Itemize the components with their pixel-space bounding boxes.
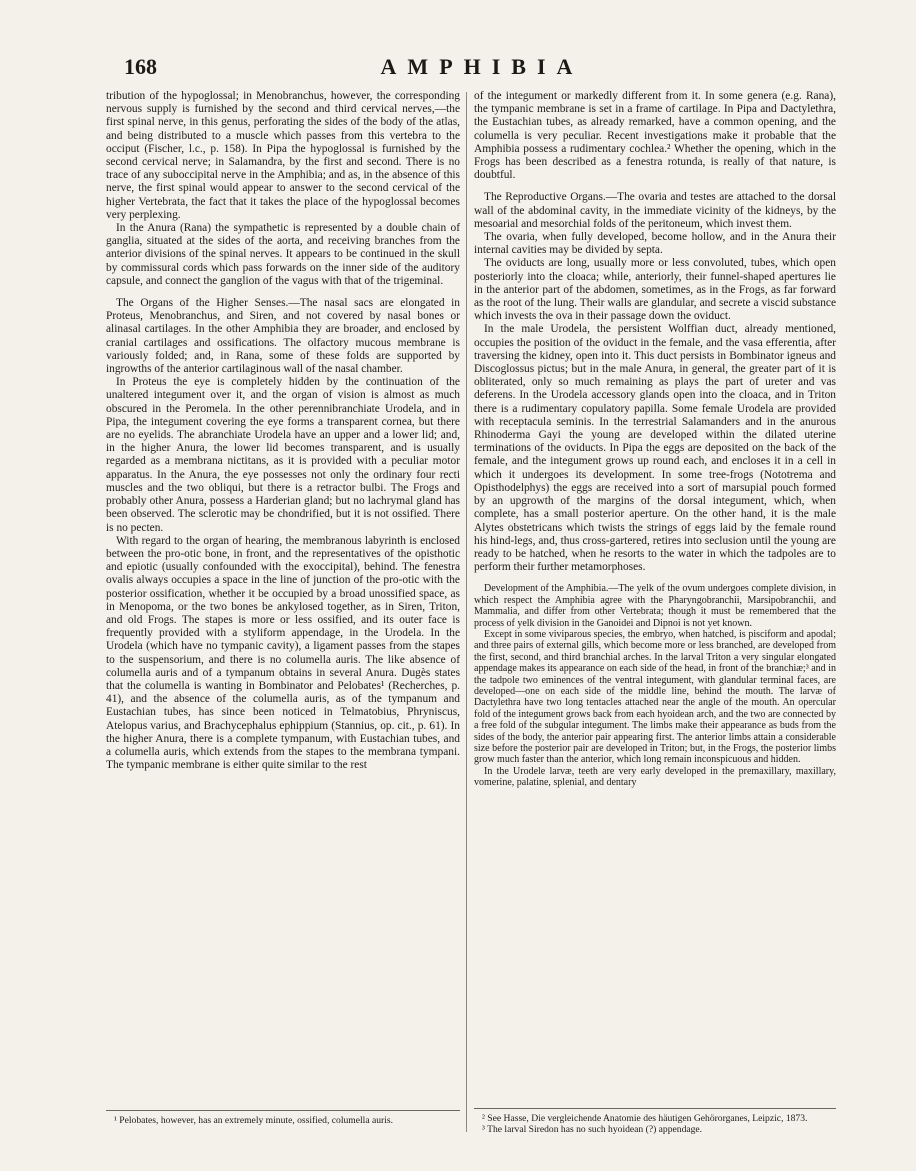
footnote-rule <box>474 1108 836 1109</box>
footnote: ³ The larval Siredon has no such hyoidean (?) appendage. <box>482 1124 703 1135</box>
section-paragraph-higher-senses: The Organs of the Higher Senses.—The nasal sacs are elongated in Proteus, Menobranchus, and Siren, and not covered by nasal bones or alinasal cartilages. In the other Amphibia they are broader, and enclosed by cranial cartilages and ossifications. The olfactory mucous membrane is variously folded; and, in Rana, some of these folds are supported by ingrowths of the anterior cartilaginous wall of the nasal chamber. <box>106 297 460 376</box>
paragraph-small: Except in some viviparous species, the embryo, when hatched, is pisciform and apodal; and three pairs of external gills, which become more or less branched, are developed from the first, second, and third branchial arches. In the larval Triton a very singular elongated appendage makes its appearance on each side of the head, in front of the branchiæ;³ and in the tadpole two eminences of the ventral integument, with glandular terminal faces, are developed—one on each side of the middle line, behind the mouth. The larvæ of Dactylethra have two long tentacles attached near the angle of the mouth. An opercular fold of the integument grows back from each hyoidean arch, and the two are connected by a free fold of the subgular integument. The limbs make their appearance as buds from the sides of the body, the anterior pair appearing first. The anterior limbs attain a considerable size before the posterior pair are developed in Triton; but, in the Frogs, the posterior limbs grow much faster than the anterior, which long remain inconspicuous and hidden. <box>474 628 836 766</box>
right-column <box>474 90 836 789</box>
footnote: ² See Hasse, Die vergleichende Anatomie des häutigen Gehörorganes, Leipzic, 1873. <box>482 1113 808 1124</box>
left-footnote-area <box>106 1104 460 1126</box>
section-paragraph-reproductive-organs: The Reproductive Organs.—The ovaria and testes are attached to the dorsal wall of the abdominal cavity, in the immediate vicinity of the kidneys, by the mesoarial and mesorchial folds of the peritoneum, which invest them. <box>474 191 836 230</box>
column-divider <box>466 92 467 1132</box>
right-footnote-area <box>474 1102 836 1135</box>
footnote: ¹ Pelobates, however, has an extremely minute, ossified, columella auris. <box>114 1115 394 1126</box>
paragraph: In the male Urodela, the persistent Wolffian duct, already mentioned, occupies the position of the oviduct in the female, and the vasa efferentia, after traversing the kidney, open into it. This duct persists in Bombinator igneus and Discoglossus pictus; but in the male Anura, in general, the greater part of it is obliterated, only so much remaining as plays the part of ureter and vas deferens. In the Urodela accessory glands open into the cloaca, and in Triton there is a rudimentary copulatory papilla. Some female Urodela are provided with receptacula seminis. In the terrestrial Salamanders and in the anurous Rhinoderma Gayi the young are developed within the dilated uterine terminations of the oviducts. In Pipa the eggs are deposited on the back of the female, and the integument grows up round each, and encloses it in a cell in which it undergoes its development. In some tree-frogs (Nototrema and Opisthodelphys) the eggs are received into a sort of marsupial pouch formed by an upgrowth of the margins of the dorsal integument, which, when complete, has a small posterior aperture. On the other hand, it is the male Alytes obstetricans which twists the strings of eggs laid by the female round his hind-legs, and, thus cross-gartered, retires into seclusion until the young are ready to be hatched, when he resorts to the water in which the tadpoles are to perform their further metamorphoses. <box>474 323 836 574</box>
paragraph: The ovaria, when fully developed, become hollow, and in the Anura their internal cavities may be divided by septa. <box>474 231 836 257</box>
page-header <box>88 54 876 82</box>
section-paragraph-development: Development of the Amphibia.—The yelk of the ovum undergoes complete division, in which respect the Amphibia agree with the Pharyngobranchii, Marsipobranchii, and Mammalia, and differ from other Vertebrata; though it must be remembered that the process of yelk division in the Ganoidei and Dipnoi is not yet known. <box>474 583 836 629</box>
paragraph: The oviducts are long, usually more or less convoluted, tubes, which open posteriorly into the cloaca; while, anteriorly, their funnel-shaped apertures lie in the anterior part of the abdomen, sometimes, as in the Frogs, as far forward as the root of the lung. Their walls are glandular, and secrete a viscid substance which invests the ova in their passage down the oviduct. <box>474 257 836 323</box>
left-column <box>106 90 460 772</box>
page-number: 168 <box>124 54 157 79</box>
paragraph: In the Anura (Rana) the sympathetic is represented by a double chain of ganglia, situated at the sides of the aorta, and receiving branches from the anterior divisions of the spinal nerves. It appears to be continued in the skull by commissural cords which pass forwards on the inner side of the auditory capsule, and connect the ganglion of the vagus with that of the trigeminal. <box>106 222 460 287</box>
paragraph-small: In the Urodele larvæ, teeth are very early developed in the premaxillary, maxillary, vomerine, palatine, splenial, and dentary <box>474 765 836 789</box>
paragraph: In Proteus the eye is completely hidden by the continuation of the unaltered integument over it, and the organ of vision is almost as much obscured in the Peromela. In the other perennibranchiate Urodela, and in Pipa, the integument covering the eye forms a transparent cornea, but there are no eyelids. The abranchiate Urodela have an upper and a lower lid; and, in the higher Anura, the lower lid becomes transparent, and is usually regarded as a membrana nictitans, as it is provided with a peculiar motor apparatus. In the Anura, the eye possesses not only the ordinary four recti muscles and the two obliqui, but there is a retractor bulbi. The Frogs and probably other Anura, possess a Harderian gland; but no lachrymal gland has been observed. The sclerotic may be chondrified, but it is not ossified. There is no pecten. <box>106 376 460 534</box>
running-head: AMPHIBIA <box>380 54 584 79</box>
footnote-rule <box>106 1110 460 1111</box>
paragraph: tribution of the hypoglossal; in Menobranchus, however, the corresponding nervous supply is furnished by the second and third cervical nerves,—the first spinal nerve, in this genus, perforating the sides of the body of the atlas, and being distributed to a muscle which passes from this vertebra to the occiput (Fischer, l.c., p. 158). In Pipa the hypoglossal is furnished by the second cervical nerve; in Salamandra, by the first and second. There is no trace of any suboccipital nerve in the Amphibia; and as, in the absence of this nerve, the first spinal would appear to answer to the second cervical of the higher Vertebrata, the fact that it takes the place of the hypoglossal becomes very perplexing. <box>106 90 460 221</box>
paragraph: With regard to the organ of hearing, the membranous labyrinth is enclosed between the pro-otic bone, in front, and the representatives of the opisthotic and epiotic (usually confounded with the exoccipital), behind. The fenestra ovalis always occupies a space in the line of junction of the pro-otic with the posterior ossification, whether it be occupied by a broad unossified space, as in Menopoma, or the two bones be ankylosed together, as in Siren, Triton, and old Frogs. The stapes is more or less ossified, and its outer face is frequently provided with a styliform appendage, in the Urodela. In the Urodela (which have no tympanic cavity), a ligament passes from the stapes to the suspensorium, and there is no columella auris. The like absence of columella auris and of a tympanum obtains in several Anura. Dugès states that the columella is wanting in Bombinator and Pelobates¹ (Recherches, p. 41), and the absence of the columella auris, as of the tympanum and Eustachian tubes, has since been noticed in Telmatobius, Phryniscus, Atelopus varius, and Brachycephalus ephippium (Stannius, op. cit., p. 61). In the higher Anura, there is a complete tympanum, with Eustachian tubes, and a columella auris, which extends from the stapes to the membrana tympani. The tympanic membrane is either quite similar to the rest <box>106 534 460 772</box>
paragraph: of the integument or markedly different from it. In some genera (e.g. Rana), the tympanic membrane is set in a frame of cartilage. In Pipa and Dactylethra, the Eustachian tubes, as already remarked, have a common opening, and the columella is very peculiar. Recent investigations make it probable that the Amphibia possess a rudimentary cochlea.² Whether the opening, which in the Frogs has been described as a fenestra rotunda, is really of that nature, is doubtful. <box>474 90 836 182</box>
